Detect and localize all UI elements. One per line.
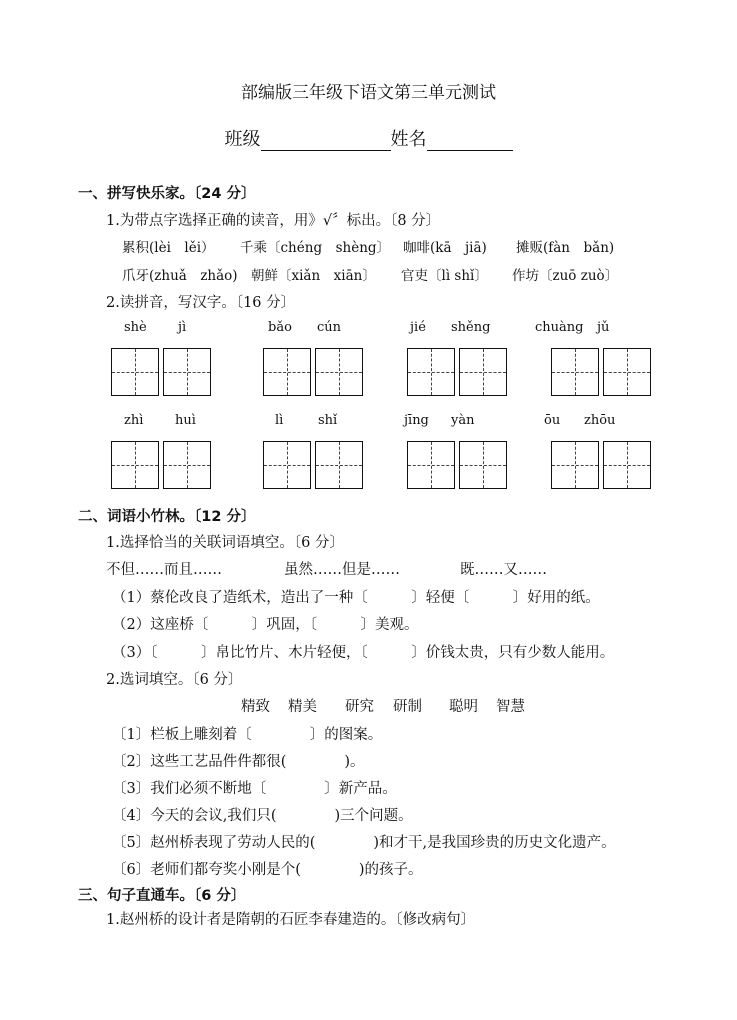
writing-box[interactable] — [111, 348, 159, 396]
section2-heading: 二、词语小竹林。〔12 分〕 — [78, 509, 256, 525]
writing-box[interactable] — [551, 348, 599, 396]
pinyin-label: zhì — [124, 413, 144, 428]
conjunction-option: 既……又…… — [460, 562, 547, 578]
pinyin-choice-item: 爪牙(zhuǎ zhǎo) — [122, 268, 238, 284]
fill-item: 〔3〕我们必须不断地〔 〕新产品。 — [112, 781, 397, 797]
class-name-line — [0, 125, 737, 151]
writing-box[interactable] — [111, 441, 159, 489]
pinyin-label: yàn — [451, 413, 475, 428]
writing-box[interactable] — [603, 348, 651, 396]
section3-q1: 1.赵州桥的设计者是隋朝的石匠李春建造的。〔修改病句〕 — [106, 912, 476, 928]
pinyin-label: shǐ — [318, 413, 338, 428]
pinyin-label: jīng — [404, 413, 429, 428]
writing-box[interactable] — [163, 348, 211, 396]
writing-box[interactable] — [315, 441, 363, 489]
writing-box[interactable] — [407, 348, 455, 396]
pinyin-label: shè — [124, 320, 147, 335]
pinyin-label: jǔ — [597, 320, 610, 335]
pinyin-label: shěng — [451, 320, 491, 335]
pinyin-label: chuàng — [535, 320, 584, 335]
pinyin-label: zhōu — [584, 413, 616, 428]
section1-q1-prompt: 1.为带点字选择正确的读音，用》√〞标出。〔8 分〕 — [106, 213, 441, 229]
writing-box[interactable] — [163, 441, 211, 489]
pinyin-choice-item: 作坊〔zuō zuò〕 — [512, 268, 619, 284]
pinyin-label: huì — [175, 413, 196, 428]
word-option: 研制 — [393, 699, 422, 715]
pinyin-label: jì — [178, 320, 187, 335]
writing-box[interactable] — [459, 348, 507, 396]
pinyin-choice-item: 朝鲜〔xiǎn xiān〕 — [251, 268, 376, 284]
name-label: 姓名 — [390, 129, 427, 150]
pinyin-choice-item: 摊贩(fàn bǎn) — [516, 240, 615, 256]
pinyin-label: jié — [410, 320, 426, 335]
word-option: 智慧 — [496, 699, 525, 715]
section1-heading: 一、拼写快乐家。〔24 分〕 — [78, 186, 256, 202]
class-label: 班级 — [224, 129, 261, 150]
pinyin-label: lì — [275, 413, 284, 428]
pinyin-label: ōu — [544, 413, 561, 428]
writing-box[interactable] — [551, 441, 599, 489]
pinyin-choice-item: 累积(lèi lěi） — [122, 240, 215, 256]
writing-box[interactable] — [459, 441, 507, 489]
section2-q1-prompt: 1.选择恰当的关联词语填空。〔6 分〕 — [106, 535, 344, 551]
pinyin-choice-item: 咖啡(kā jiā) — [403, 240, 487, 256]
fill-item: 〔5〕赵州桥表现了劳动人民的( )和才干,是我国珍贵的历史文化遗产。 — [112, 835, 616, 851]
writing-box[interactable] — [603, 441, 651, 489]
fill-item: 〔1〕栏板上雕刻着〔 〕的图案。 — [112, 727, 383, 743]
section3-heading: 三、句子直通车。〔6 分〕 — [78, 888, 246, 904]
fill-item: （1）蔡伦改良了造纸术，造出了一种〔 〕轻便〔 〕好用的纸。 — [112, 590, 600, 606]
writing-box[interactable] — [315, 348, 363, 396]
pinyin-choice-item: 千乘〔chéng shèng〕 — [240, 240, 391, 256]
fill-item: 〔2〕这些工艺品件件都很( )。 — [112, 754, 365, 770]
writing-box[interactable] — [407, 441, 455, 489]
writing-box[interactable] — [263, 441, 311, 489]
fill-item: （3）〔 〕帛比竹片、木片轻便，〔 〕价钱太贵，只有少数人能用。 — [112, 645, 615, 661]
name-blank — [427, 132, 513, 151]
fill-item: 〔4〕今天的会议,我们只( )三个问题。 — [112, 808, 413, 824]
conjunction-option: 不但……而且…… — [106, 562, 222, 578]
writing-box[interactable] — [263, 348, 311, 396]
word-option: 精致 — [241, 699, 270, 715]
pinyin-label: bǎo — [268, 320, 292, 335]
fill-item: （2）这座桥〔 〕巩固，〔 〕美观。 — [112, 617, 419, 633]
class-blank — [261, 132, 391, 151]
word-option: 聪明 — [449, 699, 478, 715]
word-option: 研究 — [345, 699, 374, 715]
pinyin-label: cún — [317, 320, 342, 335]
page-title: 部编版三年级下语文第三单元测试 — [241, 83, 496, 103]
word-option: 精美 — [288, 699, 317, 715]
section1-q2-prompt: 2.读拼音，写汉字。〔16 分〕 — [106, 295, 296, 311]
pinyin-choice-item: 官吏〔lì shǐ〕 — [401, 268, 488, 284]
fill-item: 〔6〕老师们都夸奖小刚是个( )的孩子。 — [112, 862, 423, 878]
conjunction-option: 虽然……但是…… — [284, 562, 400, 578]
section2-q2-prompt: 2.选词填空。〔6 分〕 — [106, 672, 243, 688]
